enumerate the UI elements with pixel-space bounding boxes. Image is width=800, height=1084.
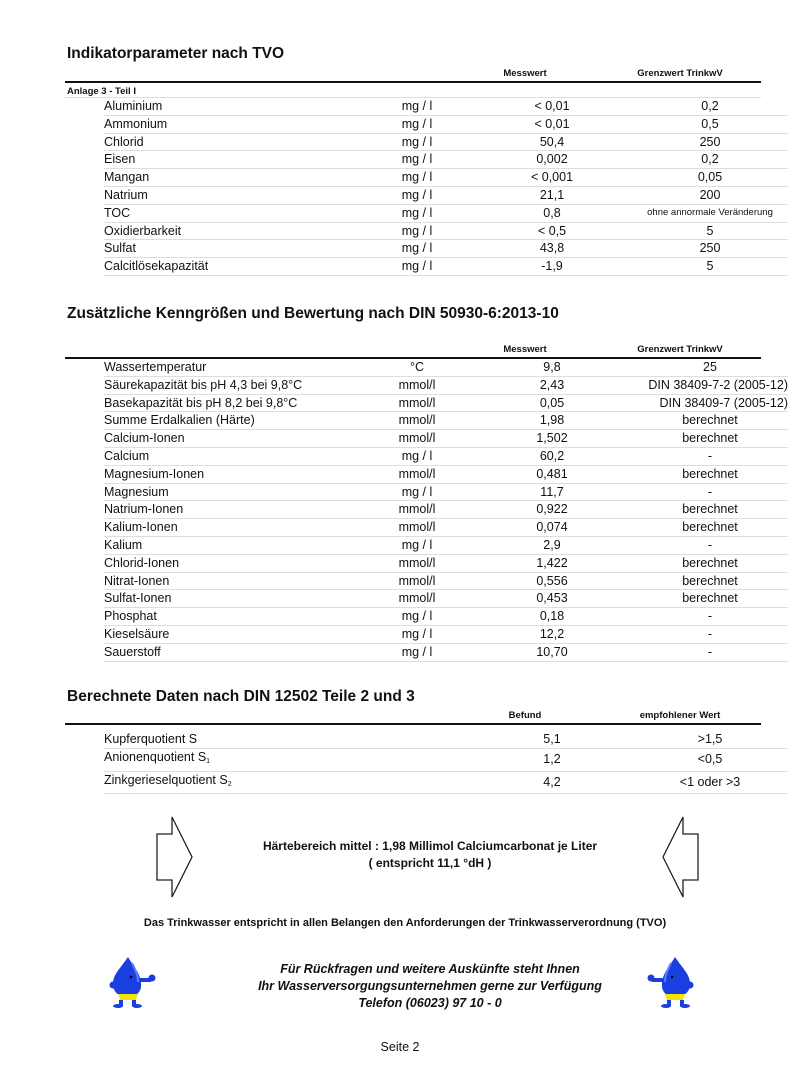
water-drop-mascot-icon [104,953,160,1009]
limit-value: berechnet [632,572,788,590]
table-row [104,169,788,187]
unit: mmol/l [362,519,472,537]
section-title-kenngroessen: Zusätzliche Kenngrößen und Bewertung nach DIN 50930-6:2013-10 [67,305,559,322]
parameter-name: Mangan [104,169,362,187]
parameter-name [104,771,362,794]
limit-value: - [632,447,788,465]
table-row [104,731,788,748]
measured-value: < 0,001 [472,169,632,187]
page-number: Seite 2 [380,1040,420,1054]
section-title-indikatorparameter: Indikatorparameter nach TVO [67,45,285,62]
parameter-name: Oxidierbarkeit [104,222,362,240]
recommended-value: >1,5 [632,731,788,748]
unit: mmol/l [362,430,472,448]
unit: mg / l [362,151,472,169]
conformity-statement: Das Trinkwasser entspricht in allen Belangen den Anforderungen der Trinkwasserverordnung (TVO) [143,917,667,929]
parameter-name: Kupferquotient S [104,731,362,748]
arrow-left-icon [655,812,705,902]
parameter-name: TOC [104,204,362,222]
parameter-name: Kalium [104,536,362,554]
measured-value: 1,422 [472,554,632,572]
table-row [104,151,788,169]
parameter-name: Anionenquotient S [104,749,207,764]
parameter-name: Ammonium [104,115,362,133]
limit-value: 250 [632,240,788,258]
parameter-name: Säurekapazität bis pH 4,3 bei 9,8°C [104,376,362,394]
parameter-name: Summe Erdalkalien (Härte) [104,412,362,430]
unit: mmol/l [362,590,472,608]
table-row [104,572,788,590]
parameter-name [104,748,362,771]
measured-value: < 0,01 [472,98,632,115]
measured-value: -1,9 [472,258,632,276]
parameter-name: Nitrat-Ionen [104,572,362,590]
measured-value: 2,9 [472,536,632,554]
arrow-right-icon [150,812,200,902]
header-rule [65,81,761,83]
parameter-name: Calcium-Ionen [104,430,362,448]
recommended-value: <1 oder >3 [632,771,788,794]
unit: mg / l [362,536,472,554]
measured-value: 0,002 [472,151,632,169]
table-row [104,625,788,643]
unit: mmol/l [362,572,472,590]
limit-value: berechnet [632,519,788,537]
unit: mg / l [362,258,472,276]
indikator-table [104,98,788,276]
table-row [104,608,788,626]
table-row [104,133,788,151]
subscript: 2 [227,780,232,788]
measured-value: 0,05 [472,394,632,412]
measured-value: 10,70 [472,643,632,661]
column-header-messwert: Messwert [503,344,547,355]
limit-value: DIN 38409-7-2 (2005-12) [632,376,788,394]
measured-value: 9,8 [472,359,632,376]
parameter-name: Calcium [104,447,362,465]
table-row [104,483,788,501]
parameter-name: Sauerstoff [104,643,362,661]
measured-value: 0,556 [472,572,632,590]
table-row [104,222,788,240]
limit-value: berechnet [632,501,788,519]
limit-value: 0,5 [632,115,788,133]
unit: mg / l [362,222,472,240]
table-row [104,376,788,394]
measured-value: 43,8 [472,240,632,258]
limit-value: berechnet [632,412,788,430]
table-row [104,536,788,554]
measured-value: 0,8 [472,204,632,222]
parameter-name: Phosphat [104,608,362,626]
subheading-anlage: Anlage 3 - Teil I [67,86,136,97]
unit: mmol/l [362,412,472,430]
parameter-name: Magnesium-Ionen [104,465,362,483]
table-row [104,359,788,376]
kenngroessen-table [104,359,788,662]
measured-value: 12,2 [472,625,632,643]
empty-unit [362,731,472,748]
limit-value: - [632,483,788,501]
limit-value: 200 [632,186,788,204]
column-header-messwert: Messwert [503,68,547,79]
measured-value: 0,453 [472,590,632,608]
hardness-range-text: Härtebereich mittel : 1,98 Millimol Calciumcarbonat je Liter [262,839,598,853]
unit: mmol/l [362,394,472,412]
table-row [104,590,788,608]
hardness-dh-text: ( entspricht 11,1 °dH ) [368,856,492,870]
parameter-name: Sulfat [104,240,362,258]
section-title-berechnete-daten: Berechnete Daten nach DIN 12502 Teile 2 und 3 [67,688,415,705]
contact-line-1: Für Rückfragen und weitere Auskünfte steht Ihnen [280,962,580,976]
limit-value: 25 [632,359,788,376]
limit-value: DIN 38409-7 (2005-12) [632,394,788,412]
unit: mg / l [362,133,472,151]
limit-value: - [632,608,788,626]
table-row [104,554,788,572]
table-row [104,240,788,258]
unit: mg / l [362,98,472,115]
table-row [104,186,788,204]
table-row [104,98,788,115]
berechnete-daten-table [104,731,788,794]
parameter-name: Aluminium [104,98,362,115]
unit: mg / l [362,625,472,643]
contact-phone: Telefon (06023) 97 10 - 0 [358,996,502,1010]
unit: mg / l [362,186,472,204]
table-row [104,447,788,465]
table-row [104,519,788,537]
unit: mmol/l [362,501,472,519]
measured-value: 60,2 [472,447,632,465]
column-header-grenzwert: Grenzwert TrinkwV [637,344,723,355]
limit-value: - [632,625,788,643]
empty-unit [362,771,472,794]
parameter-name: Chlorid-Ionen [104,554,362,572]
limit-value: berechnet [632,554,788,572]
parameter-name: Kieselsäure [104,625,362,643]
table-row [104,258,788,276]
limit-value: ohne annormale Veränderung [632,204,788,222]
limit-value: 0,2 [632,98,788,115]
limit-value: 5 [632,222,788,240]
column-header-grenzwert: Grenzwert TrinkwV [637,68,723,79]
unit: mg / l [362,608,472,626]
table-row [104,643,788,661]
finding-value: 4,2 [472,771,632,794]
limit-value: berechnet [632,465,788,483]
table-row [104,748,788,771]
column-header-empfohlen: empfohlener Wert [639,710,721,721]
unit: mg / l [362,240,472,258]
column-header-befund: Befund [508,710,542,721]
header-rule [65,723,761,725]
measured-value: 1,98 [472,412,632,430]
unit: mmol/l [362,376,472,394]
limit-value: 0,2 [632,151,788,169]
measured-value: 1,502 [472,430,632,448]
table-row [104,430,788,448]
unit: mg / l [362,447,472,465]
parameter-name: Magnesium [104,483,362,501]
limit-value: berechnet [632,590,788,608]
parameter-name: Zinkgerieselquotient S [104,772,228,787]
empty-unit [362,748,472,771]
unit: mg / l [362,643,472,661]
finding-value: 1,2 [472,748,632,771]
parameter-name: Natrium [104,186,362,204]
subscript: 1 [206,757,211,765]
parameter-name: Eisen [104,151,362,169]
unit: mg / l [362,115,472,133]
measured-value: < 0,01 [472,115,632,133]
unit: mg / l [362,169,472,187]
limit-value: 250 [632,133,788,151]
contact-line-2: Ihr Wasserversorgungsunternehmen gerne zur Verfügung [258,979,602,993]
parameter-name: Chlorid [104,133,362,151]
limit-value: 5 [632,258,788,276]
table-row [104,465,788,483]
measured-value: 11,7 [472,483,632,501]
parameter-name: Wassertemperatur [104,359,362,376]
limit-value: 0,05 [632,169,788,187]
measured-value: 0,18 [472,608,632,626]
limit-value: - [632,643,788,661]
unit: mmol/l [362,465,472,483]
limit-value: berechnet [632,430,788,448]
table-row [104,115,788,133]
finding-value: 5,1 [472,731,632,748]
parameter-name: Calcitlösekapazität [104,258,362,276]
measured-value: 0,074 [472,519,632,537]
table-row [104,771,788,794]
unit: °C [362,359,472,376]
parameter-name: Kalium-Ionen [104,519,362,537]
measured-value: 0,481 [472,465,632,483]
parameter-name: Sulfat-Ionen [104,590,362,608]
unit: mg / l [362,204,472,222]
unit: mg / l [362,483,472,501]
table-row [104,412,788,430]
measured-value: 21,1 [472,186,632,204]
unit: mmol/l [362,554,472,572]
limit-value: - [632,536,788,554]
table-row [104,501,788,519]
table-row [104,394,788,412]
measured-value: 0,922 [472,501,632,519]
measured-value: 50,4 [472,133,632,151]
parameter-name: Natrium-Ionen [104,501,362,519]
measured-value: < 0,5 [472,222,632,240]
table-row [104,204,788,222]
measured-value: 2,43 [472,376,632,394]
recommended-value: <0,5 [632,748,788,771]
parameter-name: Basekapazität bis pH 8,2 bei 9,8°C [104,394,362,412]
